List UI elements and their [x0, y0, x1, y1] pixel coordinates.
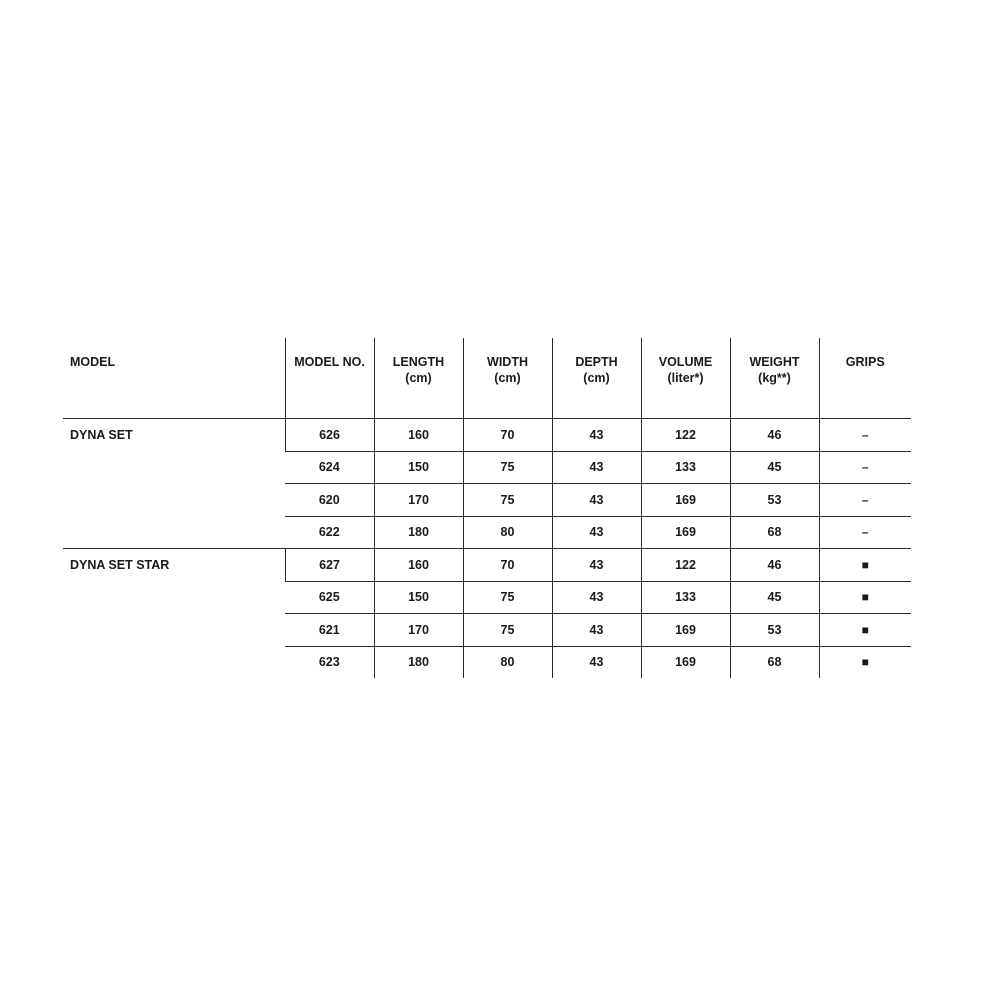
cell-volume: 169 — [641, 516, 730, 549]
table-row — [63, 419, 911, 452]
cell-length: 160 — [374, 419, 463, 452]
cell-weight: 45 — [730, 451, 819, 484]
cell-length: 170 — [374, 484, 463, 517]
model-group-name: DYNA SET STAR — [70, 558, 170, 572]
cell-volume: 133 — [641, 451, 730, 484]
header-volume: VOLUME (liter*) — [641, 338, 730, 419]
table-row — [63, 549, 911, 582]
cell-grips: – — [819, 419, 911, 452]
cell-volume: 122 — [641, 549, 730, 582]
cell-width: 70 — [463, 549, 552, 582]
cell-length: 160 — [374, 549, 463, 582]
header-depth: DEPTH (cm) — [552, 338, 641, 419]
spec-table — [63, 338, 911, 678]
header-model: MODEL — [63, 338, 285, 419]
cell-grips: ■ — [819, 549, 911, 582]
cell-model-no: 626 — [285, 419, 374, 452]
cell-length: 170 — [374, 614, 463, 647]
cell-depth: 43 — [552, 451, 641, 484]
cell-model-no: 625 — [285, 581, 374, 614]
cell-grips: – — [819, 516, 911, 549]
cell-depth: 43 — [552, 484, 641, 517]
header-length-unit: (cm) — [405, 371, 432, 385]
header-width: WIDTH (cm) — [463, 338, 552, 419]
header-weight-unit: (kg**) — [758, 371, 791, 385]
header-row — [63, 338, 911, 419]
cell-length: 150 — [374, 451, 463, 484]
header-length: LENGTH (cm) — [374, 338, 463, 419]
header-depth-unit: (cm) — [583, 371, 610, 385]
cell-model-no: 620 — [285, 484, 374, 517]
header-weight: WEIGHT (kg**) — [730, 338, 819, 419]
table-body — [63, 419, 911, 679]
cell-volume: 133 — [641, 581, 730, 614]
cell-depth: 43 — [552, 516, 641, 549]
cell-model-no: 621 — [285, 614, 374, 647]
header-model-no: MODEL NO. — [285, 338, 374, 419]
cell-width: 75 — [463, 614, 552, 647]
cell-grips: – — [819, 484, 911, 517]
cell-volume: 169 — [641, 484, 730, 517]
cell-weight: 46 — [730, 419, 819, 452]
cell-length: 180 — [374, 646, 463, 678]
cell-width: 70 — [463, 419, 552, 452]
cell-volume: 169 — [641, 614, 730, 647]
cell-length: 150 — [374, 581, 463, 614]
cell-width: 80 — [463, 646, 552, 678]
cell-weight: 45 — [730, 581, 819, 614]
cell-model-no: 622 — [285, 516, 374, 549]
header-width-unit: (cm) — [494, 371, 521, 385]
cell-grips: ■ — [819, 646, 911, 678]
cell-weight: 46 — [730, 549, 819, 582]
header-volume-unit: (liter*) — [667, 371, 704, 385]
cell-model-no: 627 — [285, 549, 374, 582]
cell-width: 75 — [463, 451, 552, 484]
cell-weight: 53 — [730, 614, 819, 647]
cell-depth: 43 — [552, 614, 641, 647]
cell-depth: 43 — [552, 581, 641, 614]
cell-model-no: 623 — [318, 655, 340, 670]
cell-depth: 43 — [552, 549, 641, 582]
model-group-name: DYNA SET — [63, 419, 285, 549]
cell-weight: 68 — [730, 646, 819, 678]
cell-width: 75 — [463, 581, 552, 614]
cell-weight: 68 — [730, 516, 819, 549]
cell-depth: 43 — [552, 646, 641, 678]
cell-depth: 43 — [552, 419, 641, 452]
cell-grips: – — [819, 451, 911, 484]
cell-volume: 122 — [641, 419, 730, 452]
cell-grips: ■ — [819, 581, 911, 614]
cell-width: 80 — [463, 516, 552, 549]
cell-width: 75 — [463, 484, 552, 517]
cell-weight: 53 — [730, 484, 819, 517]
header-grips: GRIPS — [819, 338, 911, 419]
cell-length: 180 — [374, 516, 463, 549]
cell-volume: 169 — [641, 646, 730, 678]
cell-model-no: 624 — [285, 451, 374, 484]
cell-grips: ■ — [819, 614, 911, 647]
